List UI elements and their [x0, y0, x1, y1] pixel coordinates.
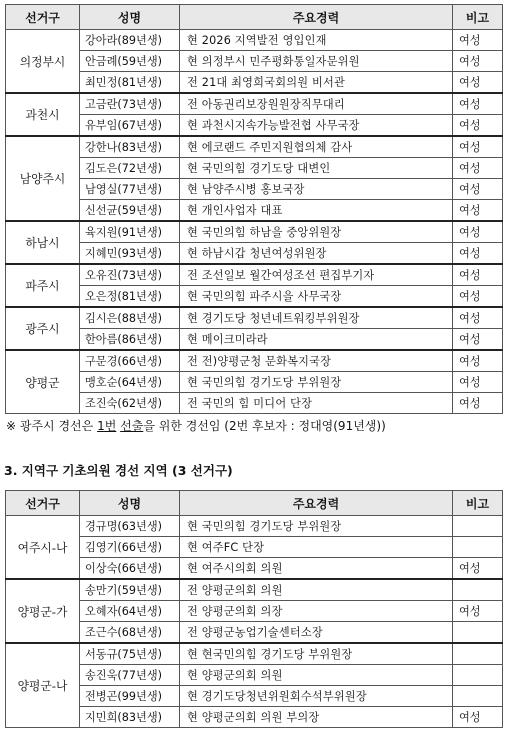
career-cell: 전 양평군의회 의장 — [180, 601, 453, 622]
career-cell: 현 에코랜드 주민지원협의체 감사 — [180, 136, 453, 158]
table-row — [6, 329, 503, 351]
name-cell: 경규명(63년생) — [80, 516, 180, 537]
footnote-suffix: 을 위한 경선임 (2번 후보자 : 정대영(91년생)) — [143, 419, 386, 433]
career-cell: 현 경기도당 청년네트워킹부위원장 — [180, 307, 453, 329]
career-cell: 현 2026 지역발전 영입인재 — [180, 30, 453, 51]
header-name: 성명 — [80, 491, 180, 516]
note-cell: 여성 — [453, 307, 503, 329]
name-cell: 신선균(59년생) — [80, 200, 180, 222]
district-cell: 양평군 — [6, 350, 80, 414]
career-cell: 전 국민의 힘 미디어 단장 — [180, 393, 453, 414]
name-cell: 서동규(75년생) — [80, 643, 180, 665]
district-cell: 의정부시 — [6, 30, 80, 94]
note-cell: 여성 — [453, 221, 503, 243]
name-cell: 육지원(91년생) — [80, 221, 180, 243]
note-cell: 여성 — [453, 115, 503, 137]
career-cell: 현 현국민의힘 경기도당 부위원장 — [180, 643, 453, 665]
table-row — [6, 179, 503, 200]
note-cell: 여성 — [453, 329, 503, 351]
table-row — [6, 115, 503, 137]
table-row — [6, 537, 503, 558]
note-cell: 여성 — [453, 158, 503, 179]
career-cell: 전 양평군농업기술센터소장 — [180, 622, 453, 644]
career-cell: 현 국민의힘 경기도당 부위원장 — [180, 372, 453, 393]
table-row — [6, 601, 503, 622]
note-cell: 여성 — [453, 350, 503, 372]
career-cell: 현 과천시지속가능발전협 사무국장 — [180, 115, 453, 137]
candidates-table-local — [5, 490, 503, 728]
note-cell: 여성 — [453, 51, 503, 72]
table-row — [6, 622, 503, 644]
note-cell: 여성 — [453, 286, 503, 308]
name-cell: 오은정(81년생) — [80, 286, 180, 308]
career-cell: 현 여주FC 단장 — [180, 537, 453, 558]
name-cell: 오혜자(64년생) — [80, 601, 180, 622]
footnote-underline-1: 1번 — [97, 419, 117, 433]
name-cell: 송진욱(77년생) — [80, 665, 180, 686]
district-cell: 양평군-나 — [6, 643, 80, 728]
note-cell: 여성 — [453, 264, 503, 286]
header-district: 선거구 — [6, 5, 80, 30]
career-cell: 현 양평군의회 의원 부의장 — [180, 707, 453, 728]
name-cell: 강한나(83년생) — [80, 136, 180, 158]
name-cell: 김영기(66년생) — [80, 537, 180, 558]
table-row — [6, 221, 503, 243]
name-cell: 김도은(72년생) — [80, 158, 180, 179]
career-cell: 현 남양주시병 홍보국장 — [180, 179, 453, 200]
note-cell: 여성 — [453, 72, 503, 94]
career-cell: 현 국민의힘 경기도당 대변인 — [180, 158, 453, 179]
district-cell: 남양주시 — [6, 136, 80, 221]
career-cell: 현 국민의힘 하남을 중앙위원장 — [180, 221, 453, 243]
name-cell: 최민정(81년생) — [80, 72, 180, 94]
career-cell: 현 경기도당청년위원회수석부위원장 — [180, 686, 453, 707]
table-row — [6, 286, 503, 308]
career-cell: 현 의정부시 민주평화통일자문위원 — [180, 51, 453, 72]
note-cell — [453, 643, 503, 665]
career-cell: 현 개인사업자 대표 — [180, 200, 453, 222]
candidates-table-women — [5, 4, 503, 414]
name-cell: 한아름(86년생) — [80, 329, 180, 351]
district-cell: 파주시 — [6, 264, 80, 307]
note-cell: 여성 — [453, 393, 503, 414]
name-cell: 오유진(73년생) — [80, 264, 180, 286]
district-cell: 양평군-가 — [6, 579, 80, 643]
name-cell: 맹호순(64년생) — [80, 372, 180, 393]
table-row — [6, 158, 503, 179]
name-cell: 유부임(67년생) — [80, 115, 180, 137]
table-row — [6, 643, 503, 665]
footnote-underline-2: 선출 — [120, 419, 144, 433]
table-row — [6, 516, 503, 537]
section-title: 3. 지역구 기초의원 경선 지역 (3 선거구) — [4, 463, 233, 478]
table-row — [6, 558, 503, 580]
career-cell: 전 21대 최영희국회의원 비서관 — [180, 72, 453, 94]
note-cell: 여성 — [453, 136, 503, 158]
table-row — [6, 307, 503, 329]
header-career: 주요경력 — [180, 5, 453, 30]
name-cell: 이상숙(66년생) — [80, 558, 180, 580]
career-cell: 현 메이크미라라 — [180, 329, 453, 351]
table-row — [6, 393, 503, 414]
note-cell: 여성 — [453, 707, 503, 728]
name-cell: 김시은(88년생) — [80, 307, 180, 329]
header-name: 성명 — [80, 5, 180, 30]
table-row — [6, 686, 503, 707]
table-row — [6, 264, 503, 286]
district-cell: 과천시 — [6, 93, 80, 136]
note-cell: 여성 — [453, 93, 503, 115]
footnote — [6, 417, 386, 434]
table-row — [6, 72, 503, 94]
header-district: 선거구 — [6, 491, 80, 516]
note-cell — [453, 686, 503, 707]
name-cell: 지민희(83년생) — [80, 707, 180, 728]
table-row — [6, 93, 503, 115]
name-cell: 강아라(89년생) — [80, 30, 180, 51]
name-cell: 안금례(59년생) — [80, 51, 180, 72]
career-cell: 전 조선일보 월간여성조선 편집부기자 — [180, 264, 453, 286]
career-cell: 전 아동권리보장원원장직무대리 — [180, 93, 453, 115]
career-cell: 전 양평군의회 의원 — [180, 579, 453, 601]
note-cell — [453, 622, 503, 644]
note-cell: 여성 — [453, 372, 503, 393]
career-cell: 현 하남시갑 청년여성위원장 — [180, 243, 453, 265]
table-header-row — [6, 5, 503, 30]
name-cell: 송만기(59년생) — [80, 579, 180, 601]
career-cell: 현 국민의힘 파주시을 사무국장 — [180, 286, 453, 308]
table-row — [6, 136, 503, 158]
name-cell: 전병곤(99년생) — [80, 686, 180, 707]
name-cell: 구문경(66년생) — [80, 350, 180, 372]
career-cell: 현 국민의힘 경기도당 부위원장 — [180, 516, 453, 537]
table-header-row — [6, 491, 503, 516]
table-row — [6, 707, 503, 728]
name-cell: 지혜민(93년생) — [80, 243, 180, 265]
district-cell: 여주시-나 — [6, 516, 80, 580]
table-row — [6, 51, 503, 72]
district-cell: 광주시 — [6, 307, 80, 350]
table-row — [6, 350, 503, 372]
note-cell: 여성 — [453, 558, 503, 580]
header-career: 주요경력 — [180, 491, 453, 516]
footnote-prefix: ※ 광주시 경선은 — [6, 419, 98, 433]
note-cell — [453, 537, 503, 558]
note-cell — [453, 579, 503, 601]
name-cell: 조근수(68년생) — [80, 622, 180, 644]
note-cell: 여성 — [453, 179, 503, 200]
header-note: 비고 — [453, 5, 503, 30]
table-row — [6, 372, 503, 393]
note-cell: 여성 — [453, 30, 503, 51]
note-cell — [453, 665, 503, 686]
header-note: 비고 — [453, 491, 503, 516]
name-cell: 조진숙(62년생) — [80, 393, 180, 414]
career-cell: 현 양평군의회 의원 — [180, 665, 453, 686]
table-row — [6, 243, 503, 265]
name-cell: 남영실(77년생) — [80, 179, 180, 200]
career-cell: 전 전)양평군청 문화복지국장 — [180, 350, 453, 372]
note-cell: 여성 — [453, 243, 503, 265]
table-row — [6, 30, 503, 51]
district-cell: 하남시 — [6, 221, 80, 264]
name-cell: 고금란(73년생) — [80, 93, 180, 115]
table-row — [6, 579, 503, 601]
note-cell — [453, 516, 503, 537]
career-cell: 현 여주시의회 의원 — [180, 558, 453, 580]
note-cell: 여성 — [453, 601, 503, 622]
table-row — [6, 200, 503, 222]
note-cell: 여성 — [453, 200, 503, 222]
table-row — [6, 665, 503, 686]
